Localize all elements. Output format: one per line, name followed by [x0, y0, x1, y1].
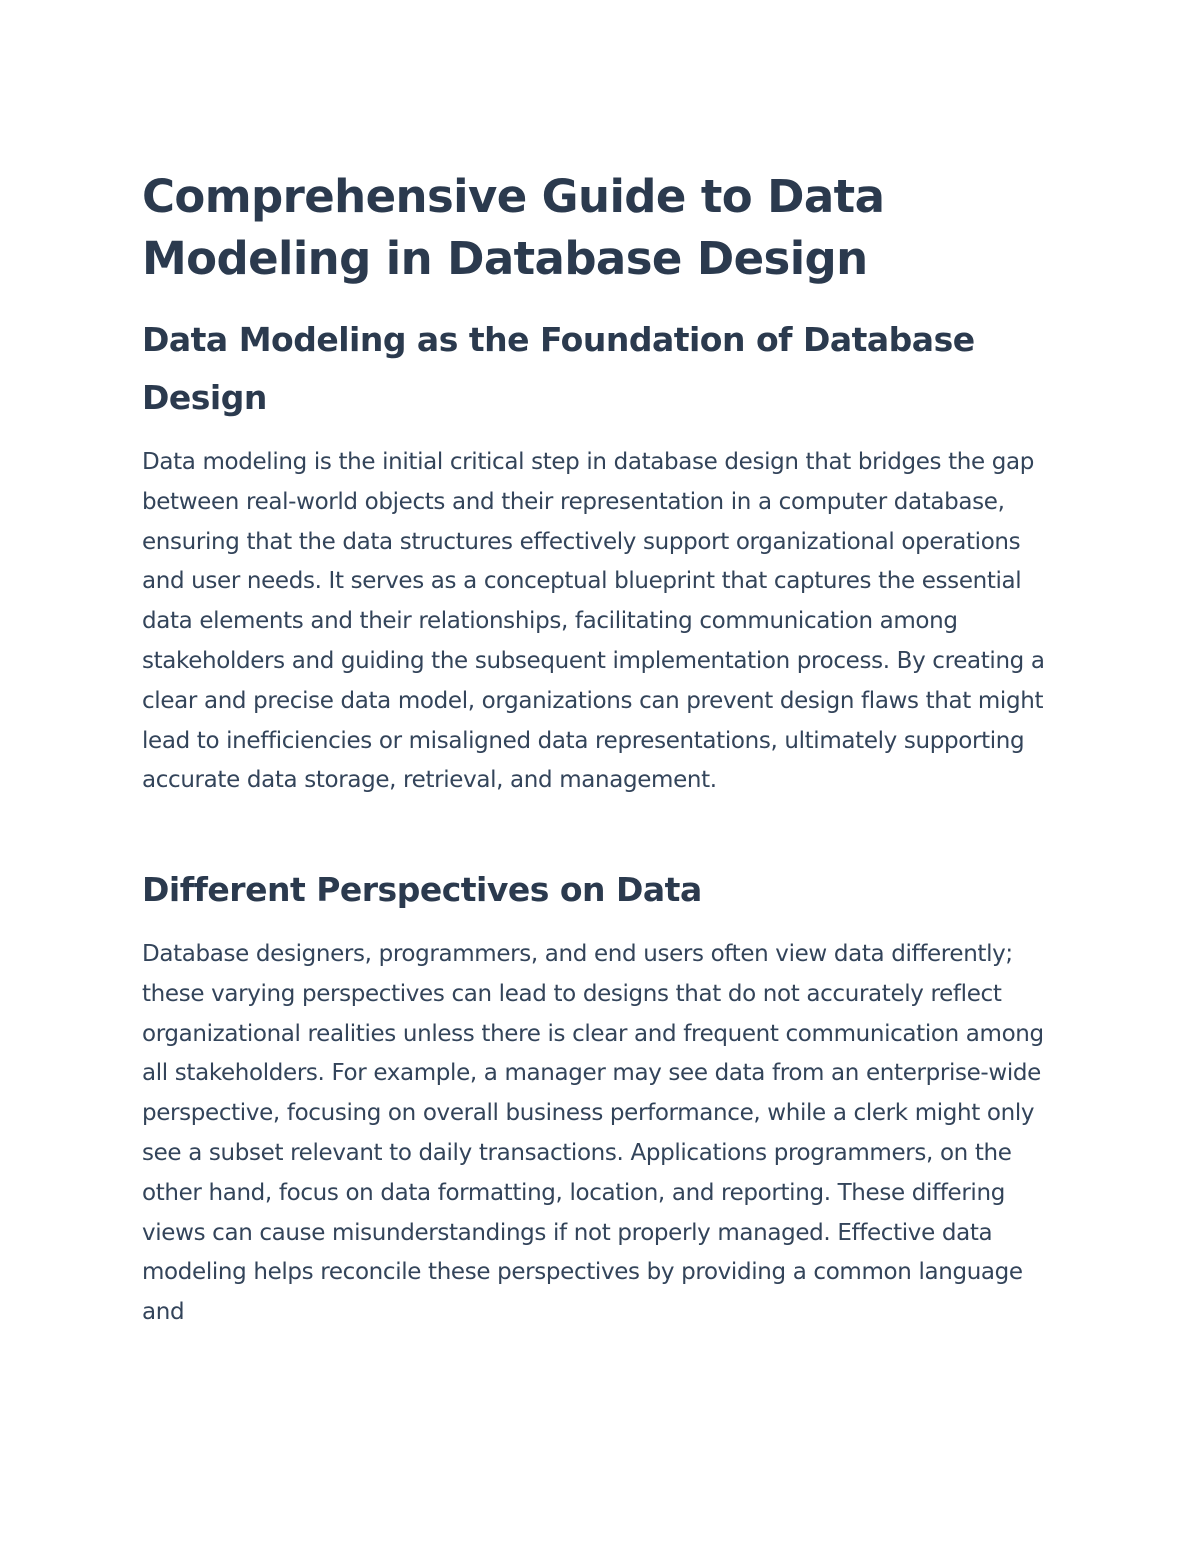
section-body-perspectives: Database designers, programmers, and end users often view data differently; these varying perspectives can lead to designs that do not accurately reflect organizational realities unless there is clear and frequent communication among all stakeholders. For example, a manager may see data from an enterprise-wide perspective, focusing on overall business performance, while a clerk might only see a subset relevant to daily transactions. Applications programmers, on the other hand, focus on data formatting, location, and reporting. These differing views can cause misunderstandings if not properly managed. Effective data modeling helps reconcile these perspectives by providing a common language and [142, 941, 1044, 1326]
document-title: Comprehensive Guide to Data Modeling in Database Design [142, 170, 885, 285]
section-body-foundation: Data modeling is the initial critical step in database design that bridges the gap between real-world objects and their representation in a computer database, ensuring that the data structures effectively support organizational operations and user needs. It serves as a conceptual blueprint that captures the essential data elements and their relationships, facilitating communication among stakeholders and guiding the subsequent implementation process. By creating a clear and precise data model, organizations can prevent design flaws that might lead to inefficiencies or misaligned data representations, ultimately supporting accurate data storage, retrieval, and management. [142, 449, 1045, 794]
section-heading-perspectives: Different Perspectives on Data [142, 870, 702, 909]
section-heading-foundation: Data Modeling as the Foundation of Database Design [142, 320, 975, 417]
